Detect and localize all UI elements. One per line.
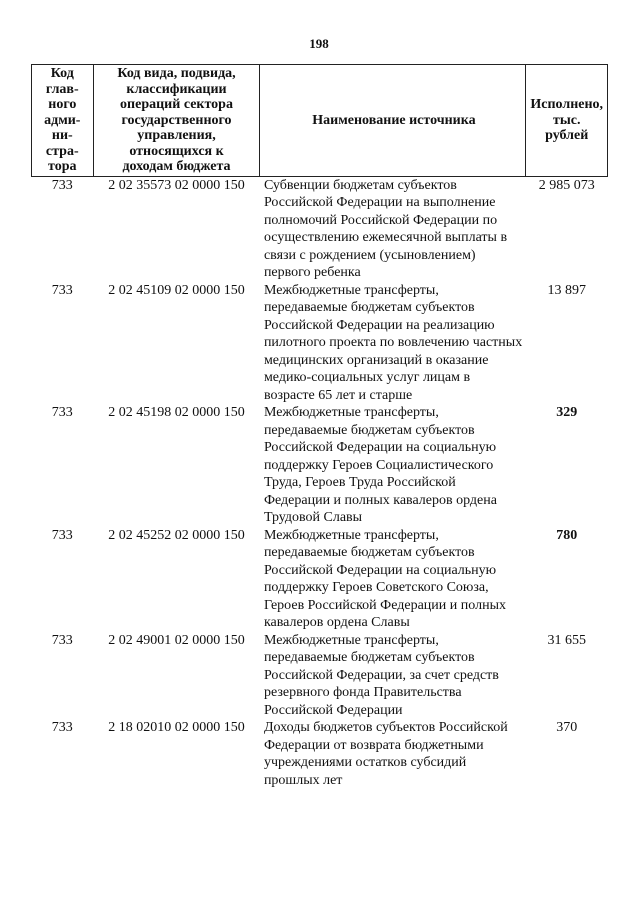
amount-cell: 13 897 [547, 282, 586, 298]
type-code-cell: 2 18 02010 02 0000 150 [108, 720, 245, 735]
amount-cell: 31 655 [547, 632, 586, 648]
table-row [32, 176, 608, 282]
source-name-cell: Межбюджетные трансферты, передаваемые бюджетам субъектов Российской Федерации на социальную поддержку Героев Советского Союза, Героев Российской Федерации и полных кавалеров ордена Славы [263, 527, 506, 630]
type-code-cell: 2 02 49001 02 0000 150 [108, 632, 245, 648]
table-row [32, 527, 608, 632]
admin-code-cell: 733 [51, 720, 73, 735]
admin-code-cell: 733 [51, 177, 73, 193]
table-row [32, 719, 608, 789]
source-name-cell: Доходы бюджетов субъектов Российской Федерации от возврата бюджетными учреждениями остатков субсидий прошлых лет [263, 720, 508, 788]
header-source-name: Наименование источника [260, 65, 526, 177]
amount-cell: 329 [556, 405, 578, 420]
amount-cell: 370 [556, 720, 578, 735]
table-row [32, 404, 608, 527]
source-name-cell: Субвенции бюджетам субъектов Российской Федерации на выполнение полномочий Российской Федерации по осуществлению ежемесячной выплаты в связи с рождением (усыновлением) первого ребенка [263, 177, 508, 280]
source-name-cell: Межбюджетные трансферты, передаваемые бюджетам субъектов Российской Федерации на реализацию пилотного проекта по вовлечению частных медицинских организаций в оказание медико-социальных услуг лицам в возрасте 65 лет и старше [263, 282, 523, 403]
amount-cell: 780 [556, 527, 578, 543]
table-row [32, 282, 608, 405]
source-name-cell: Межбюджетные трансферты, передаваемые бюджетам субъектов Российской Федерации, за счет средств резервного фонда Правительства Российской Федерации [263, 632, 499, 718]
header-type-code: Код вида, подвида, классификации операций сектора государственного управления, относящихся к доходам бюджета [93, 65, 260, 177]
source-name-cell: Межбюджетные трансферты, передаваемые бюджетам субъектов Российской Федерации на социальную поддержку Героев Социалистического Труда, Героев Труда Российской Федерации и полных кавалеров ордена Трудовой Славы [263, 405, 497, 525]
header-executed: Исполнено, тыс. рублей [526, 65, 608, 177]
table-header-row [32, 65, 608, 177]
admin-code-cell: 733 [51, 282, 73, 298]
table-row [32, 632, 608, 720]
type-code-cell: 2 02 35573 02 0000 150 [108, 177, 245, 193]
page-number: 198 [309, 36, 329, 51]
type-code-cell: 2 02 45198 02 0000 150 [108, 405, 245, 420]
revenue-table [31, 64, 608, 789]
header-admin-code: Код глав- ного адми- ни- стра- тора [32, 65, 94, 177]
admin-code-cell: 733 [51, 527, 73, 543]
admin-code-cell: 733 [51, 632, 73, 648]
admin-code-cell: 733 [51, 405, 73, 420]
type-code-cell: 2 02 45109 02 0000 150 [108, 282, 245, 298]
amount-cell: 2 985 073 [538, 177, 595, 193]
type-code-cell: 2 02 45252 02 0000 150 [108, 527, 245, 543]
